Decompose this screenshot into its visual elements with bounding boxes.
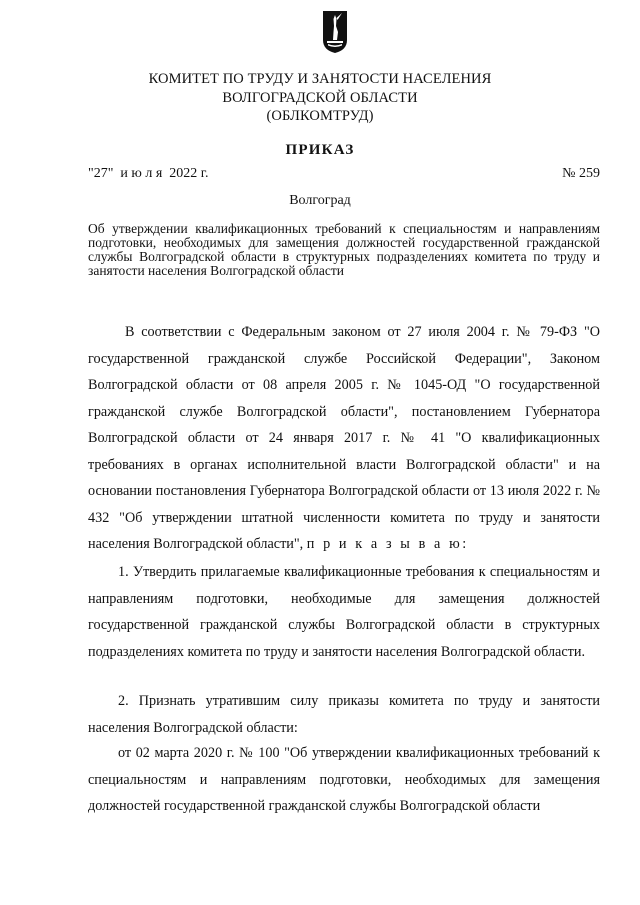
organization-name-line-2: ВОЛГОГРАДСКОЙ ОБЛАСТИ [222, 90, 418, 106]
volgograd-coat-of-arms-icon [322, 10, 348, 54]
item-1-paragraph: 1. Утвердить прилагаемые квалификационные требования к специальностям и направлениям подготовки, необходимые для замещения должностей государственной гражданской службы Волгоградской области в структурных подразделениях комитета по труду и занятости населения Волгоградской области. [88, 564, 600, 660]
city-name: Волгоград [289, 193, 351, 208]
order-date: "27" и ю л я 2022 г. [88, 166, 209, 181]
order-subject: Об утверждении квалификационных требований к специальностям и направлениям подготовки, необходимых для замещения должностей государственной гражданской службы Волгоградской области в структурных подразделениях комитета по труду и занятости населения Волгоградской области [88, 221, 600, 278]
order-word: п р и к а з ы в а ю: [306, 536, 469, 552]
order-number: № 259 [562, 166, 600, 181]
coat-of-arms-shape [322, 10, 348, 54]
item-2-subparagraph: от 02 марта 2020 г. № 100 "Об утверждении квалификационных требований к специальностям и направлениям подготовки, необходимых для замещения должностей государственной гражданской службы Волгоградской области [88, 745, 600, 814]
item-2-paragraph: 2. Признать утратившим силу приказы комитета по труду и занятости населения Волгоградской области: [88, 693, 600, 736]
preamble-text: В соответствии с Федеральным законом от 27 июля 2004 г. № 79-ФЗ "О государственной гражданской службе Российской Федерации", Законом Волгоградской области от 08 апреля 2005 г. № 1045-ОД "О государственной гражданской службе Волгоградской области", постановлением Губернатора Волгоградской области от 24 января 2017 г. № 41 "О квалификационных требованиях в органах исполнительной власти Волгоградской области" и на основании постановления Губернатора Волгоградской области от 13 июля 2022 г. № 432 "Об утверждении штатной численности комитета по труду и занятости населения Волгоградской области", [88, 324, 600, 552]
organization-name-line-1: КОМИТЕТ ПО ТРУДУ И ЗАНЯТОСТИ НАСЕЛЕНИЯ [148, 71, 492, 87]
organization-abbreviation: (ОБЛКОМТРУД) [266, 108, 374, 124]
preamble-paragraph [88, 319, 600, 558]
document-type-title: ПРИКАЗ [285, 142, 355, 158]
